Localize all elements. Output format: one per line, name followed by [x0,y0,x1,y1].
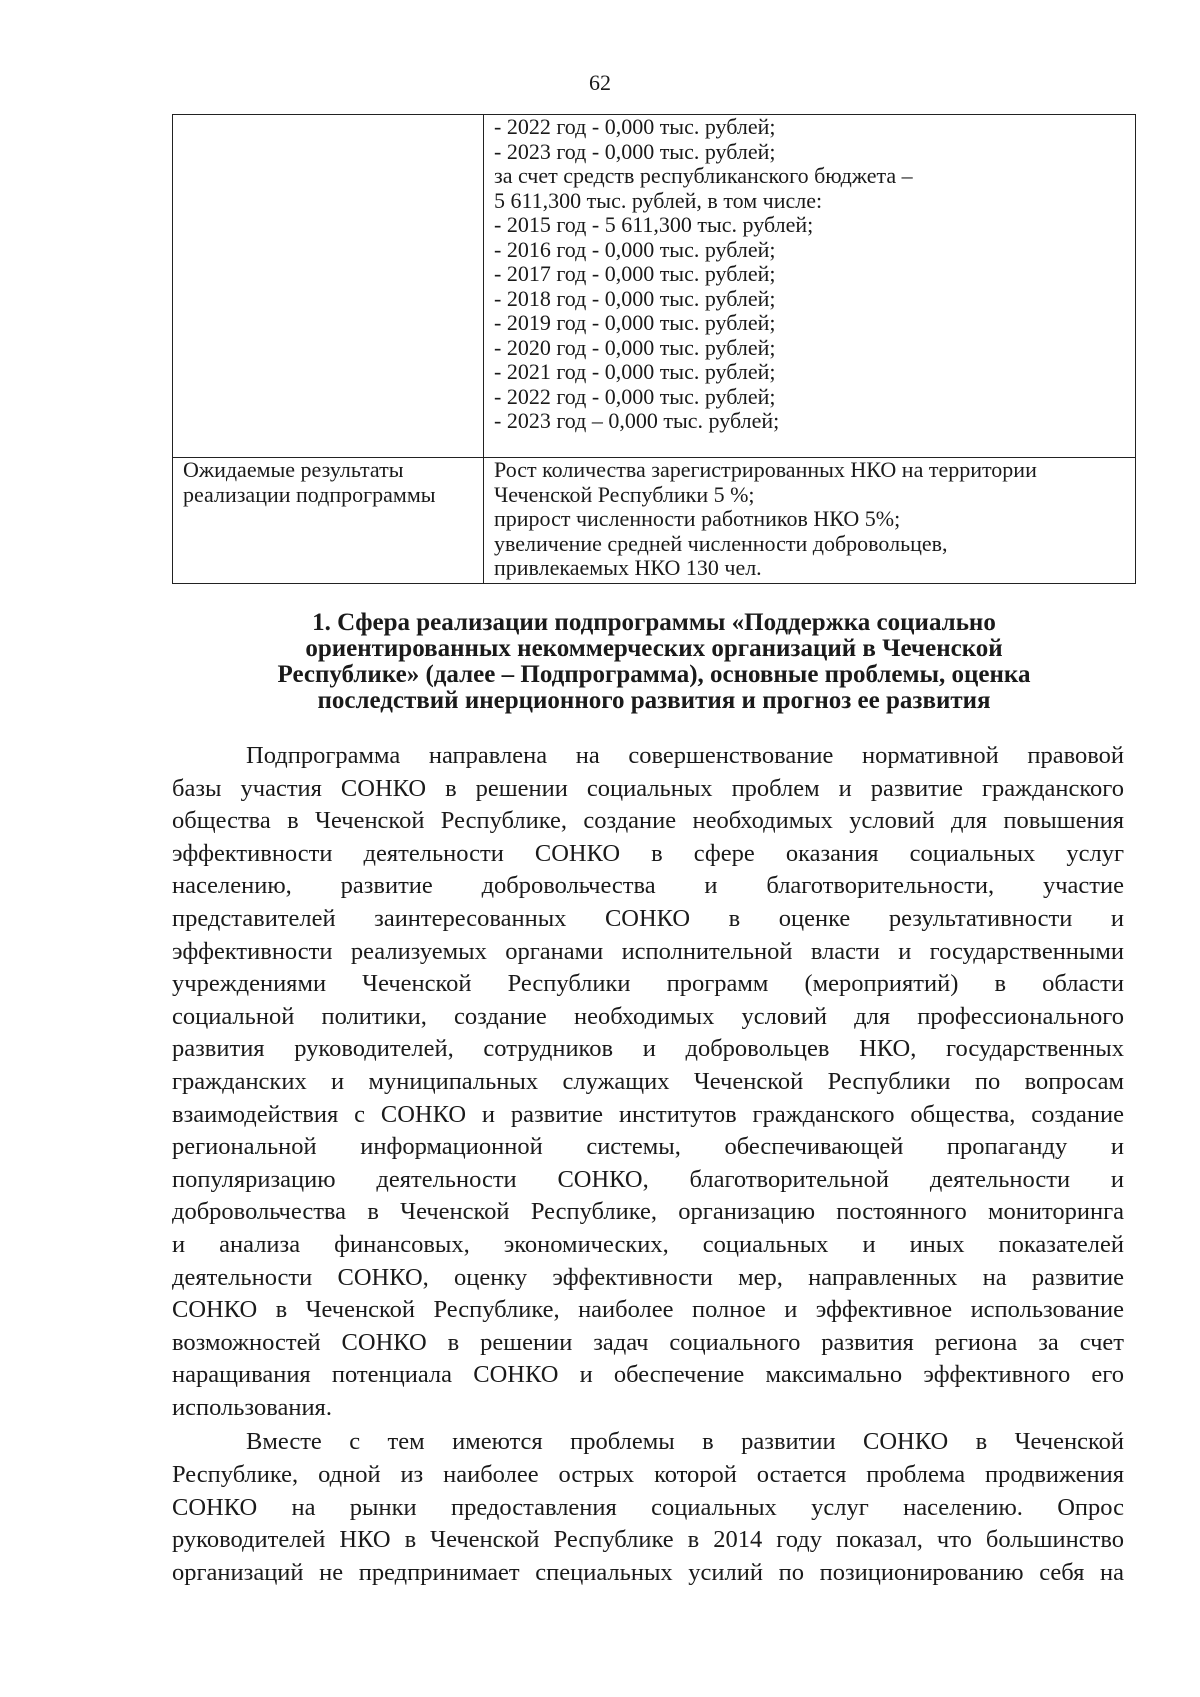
table-cell-empty [173,115,484,458]
results-value-line: увеличение средней численности добровольцев, [494,530,948,556]
funding-line: - 2023 год – 0,000 тыс. рублей; [494,408,780,433]
paragraph-line: использования. [172,1393,332,1421]
paragraph-line: населению, развитие добровольчества и благотворительности, участие [172,872,1124,900]
paragraph-line: и анализа финансовых, экономических, социальных и иных показателей [172,1230,1124,1258]
subprogram-passport-table [172,114,1136,584]
results-value-line: Рост количества зарегистрированных НКО на территории [494,457,1037,482]
paragraph-line: СОНКО в Чеченской Республике, наиболее полное и эффективное использование [172,1296,1124,1324]
paragraph-line: возможностей СОНКО в решении задач социального развития региона за счет [172,1328,1124,1356]
paragraph-line: развития руководителей, сотрудников и добровольцев НКО, государственных [172,1035,1124,1063]
funding-line: - 2022 год - 0,000 тыс. рублей; [494,114,776,139]
paragraph-line: социальной политики, создание необходимых условий для профессионального [172,1002,1124,1030]
paragraph-line: гражданских и муниципальных служащих Чеченской Республики по вопросам [172,1067,1124,1095]
results-value-line: Чеченской Республики 5 %; [494,481,755,507]
funding-line: за счет средств республиканского бюджета – [494,163,913,188]
paragraph-line: наращивания потенциала СОНКО и обеспечение максимально эффективного его [172,1361,1124,1389]
funding-line: - 2023 год - 0,000 тыс. рублей; [494,138,776,164]
heading-line: 1. Сфера реализации подпрограммы «Поддержка социально [312,609,996,636]
paragraph-line: региональной информационной системы, обеспечивающей пропаганду и [172,1133,1124,1161]
funding-line: - 2015 год - 5 611,300 тыс. рублей; [494,212,814,237]
paragraph-line: базы участия СОНКО в решении социальных проблем и развитие гражданского [172,774,1124,802]
paragraph-line: взаимодействия с СОНКО и развитие институтов гражданского общества, создание [172,1100,1124,1128]
funding-line: 5 611,300 тыс. рублей, в том числе: [494,187,823,213]
funding-line: - 2017 год - 0,000 тыс. рублей; [494,261,776,286]
results-label-line: реализации подпрограммы [183,481,436,507]
paragraph [172,740,1124,1424]
results-value-line: прирост численности работников НКО 5%; [494,506,901,531]
heading-line: ориентированных некоммерческих организаций в Чеченской [305,635,1003,662]
paragraph-line: добровольчества в Чеченской Республике, организацию постоянного мониторинга [172,1198,1124,1226]
paragraph-line: Республике, одной из наиболее острых которой остается проблема продвижения [172,1461,1124,1489]
funding-line: - 2022 год - 0,000 тыс. рублей; [494,383,776,409]
section-heading [172,610,1136,714]
funding-line: - 2019 год - 0,000 тыс. рублей; [494,310,776,335]
paragraph-line: руководителей НКО в Чеченской Республике в 2014 году показал, что большинство [172,1526,1124,1554]
table-row-expected-results [173,458,1136,584]
paragraph [172,1426,1124,1589]
paragraph-line: представителей заинтересованных СОНКО в оценке результативности и [172,904,1124,932]
paragraph-line: общества в Чеченской Республике, создание необходимых условий для повышения [172,807,1124,835]
heading-line: последствий инерционного развития и прогноз ее развития [317,687,991,714]
funding-line: - 2021 год - 0,000 тыс. рублей; [494,359,776,384]
funding-line: - 2016 год - 0,000 тыс. рублей; [494,236,776,262]
table-cell-results-value [484,458,1136,584]
results-label-line: Ожидаемые результаты [183,457,404,482]
paragraph-line: Вместе с тем имеются проблемы в развитии СОНКО в Чеченской [246,1428,1124,1456]
paragraph-line: учреждениями Чеченской Республики программ (мероприятий) в области [172,970,1124,998]
results-value-line: привлекаемых НКО 130 чел. [494,555,762,580]
body-text [172,740,1124,1591]
table-cell-results-label [173,458,484,584]
paragraph-line: СОНКО на рынки предоставления социальных услуг населению. Опрос [172,1493,1124,1521]
paragraph-line: организаций не предпринимает специальных усилий по позиционированию себя на [172,1558,1124,1586]
paragraph-line: эффективности реализуемых органами исполнительной власти и государственными [172,937,1124,965]
funding-line: - 2020 год - 0,000 тыс. рублей; [494,334,776,360]
table-row-funding-continuation [173,115,1136,458]
paragraph-line: эффективности деятельности СОНКО в сфере оказания социальных услуг [172,839,1124,867]
paragraph-line: деятельности СОНКО, оценку эффективности мер, направленных на развитие [172,1263,1124,1291]
paragraph-line: Подпрограмма направлена на совершенствование нормативной правовой [246,742,1124,769]
table-cell-funding-lines [484,115,1136,458]
paragraph-line: популяризацию деятельности СОНКО, благотворительной деятельности и [172,1165,1124,1193]
heading-line: Республике» (далее – Подпрограмма), основные проблемы, оценка [277,661,1031,688]
funding-line: - 2018 год - 0,000 тыс. рублей; [494,285,776,311]
page-number: 62 [589,70,611,95]
